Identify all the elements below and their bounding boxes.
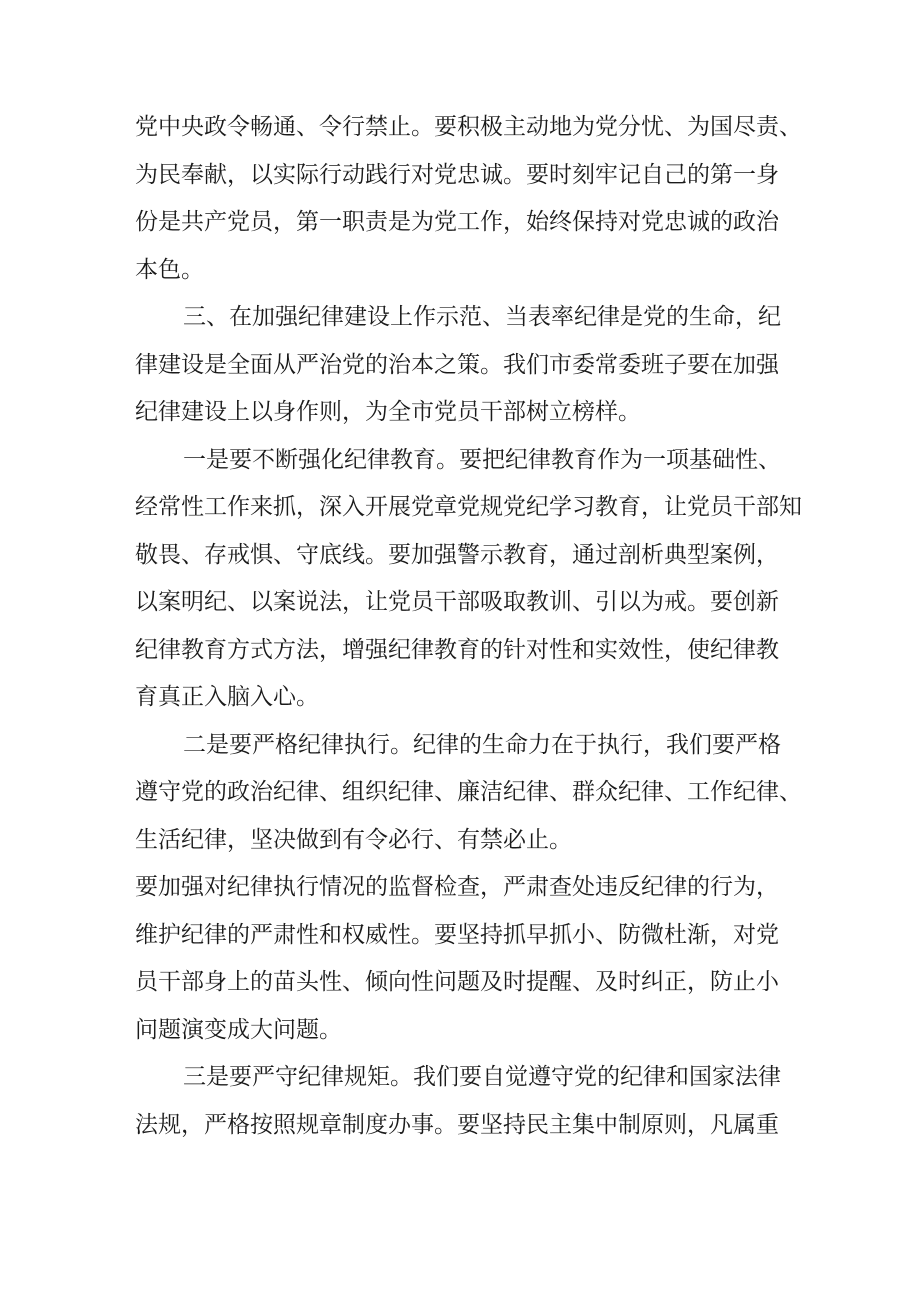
text-line-18: 维护纪律的严肃性和权威性。要坚持抓早抓小、防微杜渐，对党 xyxy=(135,921,779,948)
text-line-13: 育真正入脑入心。 xyxy=(135,684,319,710)
text-line-15: 遵守党的政治纪律、组织纪律、廉洁纪律、群众纪律、工作纪律、 xyxy=(135,779,802,805)
text-line-20: 问题演变成大问题。 xyxy=(135,1016,342,1043)
text-line-6: 律建设是全面从严治党的治本之策。我们市委常委班子要在加强 xyxy=(135,351,779,378)
text-line-12: 纪律教育方式方法，增强纪律教育的针对性和实效性，使纪律教 xyxy=(135,636,779,663)
text-line-5: 三、在加强纪律建设上作示范、当表率纪律是党的生命，纪 xyxy=(183,304,781,330)
text-line-7: 纪律建设上以身作则，为全市党员干部树立榜样。 xyxy=(135,399,641,425)
text-line-14: 二是要严格纪律执行。纪律的生命力在于执行，我们要严格 xyxy=(183,731,781,758)
text-line-3: 份是共产党员，第一职责是为党工作，始终保持对党忠诚的政治 xyxy=(135,209,779,235)
text-line-4: 本色。 xyxy=(135,256,204,283)
text-line-11: 以案明纪、以案说法，让党员干部吸取教训、引以为戒。要创新 xyxy=(135,589,779,615)
text-line-9: 经常性工作来抓，深入开展党章党规党纪学习教育，让党员干部知 xyxy=(135,494,802,520)
text-line-2: 为民奉献，以实际行动践行对党忠诚。要时刻牢记自己的第一身 xyxy=(135,161,779,188)
text-line-21: 三是要严守纪律规矩。我们要自觉遵守党的纪律和国家法律 xyxy=(183,1064,781,1090)
text-line-19: 员干部身上的苗头性、倾向性问题及时提醒、及时纠正，防止小 xyxy=(135,969,779,995)
body-text xyxy=(135,104,802,1149)
text-line-10: 敬畏、存戒惧、守底线。要加强警示教育，通过剖析典型案例， xyxy=(135,541,779,568)
text-line-1: 党中央政令畅通、令行禁止。要积极主动地为党分忧、为国尽责、 xyxy=(135,114,802,140)
text-line-16: 生活纪律，坚决做到有令必行、有禁必止。 xyxy=(135,826,572,853)
text-line-17: 要加强对纪律执行情况的监督检查，严肃查处违反纪律的行为， xyxy=(135,874,779,900)
text-line-22: 法规，严格按照规章制度办事。要坚持民主集中制原则，凡属重 xyxy=(135,1111,779,1138)
text-line-8: 一是要不断强化纪律教育。要把纪律教育作为一项基础性、 xyxy=(183,446,781,473)
